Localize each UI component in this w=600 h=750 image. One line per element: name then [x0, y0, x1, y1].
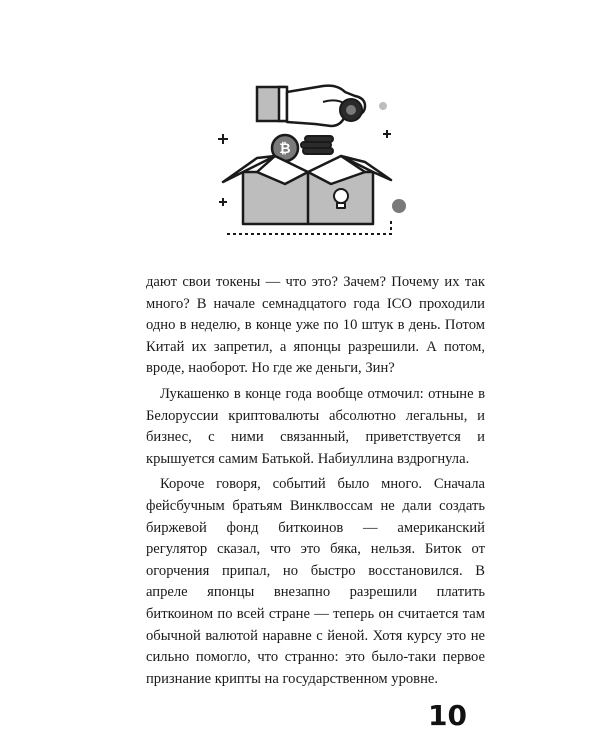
- coin-stack-icon: [301, 136, 333, 154]
- box-icon: [223, 156, 391, 224]
- body-text: [146, 272, 485, 694]
- dot-decoration: [379, 102, 387, 110]
- paragraph: дают свои токены — что это? Зачем? Почему их так много? В начале семнадцатого года ICO проходили одно в неделю, в конце уже по 10 штук в день. Потом Китай их запретил, а японцы разрешили. А потом, вроде, наоборот. Но где же деньги, Зин?: [146, 274, 485, 377]
- sleeve-icon: [257, 87, 287, 121]
- dot-decoration: [392, 199, 406, 213]
- page-number: 10: [428, 699, 467, 732]
- paragraph: Лукашенко в конце года вообще отмочил: отныне в Белоруссии криптовалюты абсолютно легальны, и бизнес, с ними связанный, приветствуется и крышуется самим Батькой. Набиуллина вздрогнула.: [146, 385, 485, 467]
- illustration: [205, 72, 425, 252]
- paragraph: Короче говоря, событий было много. Сначала фейсбучным братьям Винклвоссам не дали создать биржевой фонд биткоинов — американский регулятор сказал, что это бяка, нельзя. Биток от огорчения припал, но быстро восстановился. В апреле японцы внезапно разрешили платить биткоином по всей стране — теперь он считается там обычной валютой наравне с йеной. Хотя курсу это не сильно помогло, что странно: это было-таки первое признание крипты на государственном уровне.: [146, 476, 485, 687]
- svg-text:₿: ₿: [279, 141, 291, 157]
- hand-icon: [287, 86, 365, 126]
